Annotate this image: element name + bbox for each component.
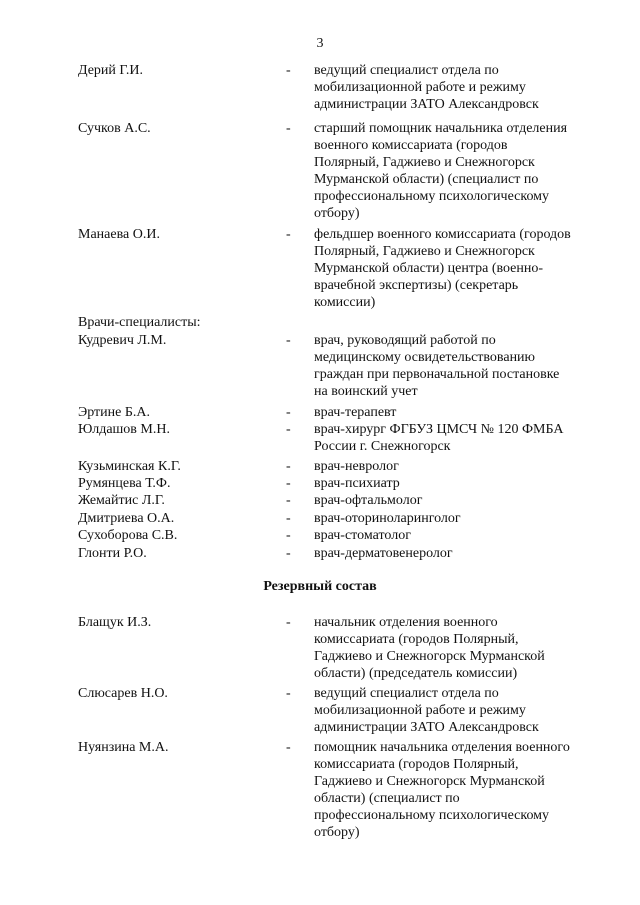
dash-separator: - <box>286 615 291 630</box>
specialist-name: Сухоборова С.В. <box>78 528 178 543</box>
specialist-position: врач-стоматолог <box>314 528 411 543</box>
dash-separator: - <box>286 459 291 474</box>
member-name: Манаева О.И. <box>78 227 160 242</box>
dash-separator: - <box>286 528 291 543</box>
specialist-position: врач-оториноларинголог <box>314 511 461 526</box>
dash-separator: - <box>286 546 291 561</box>
dash-separator: - <box>286 422 291 437</box>
dash-separator: - <box>286 493 291 508</box>
specialists-label: Врачи-специалисты: <box>78 315 201 330</box>
specialist-name: Жемайтис Л.Г. <box>78 493 165 508</box>
specialist-name: Дмитриева О.А. <box>78 511 175 526</box>
reserve-heading: Резервный состав <box>263 579 377 594</box>
specialist-position: врач-хирург ФГБУЗ ЦМСЧ № 120 ФМБА России г. Снежногорск <box>314 422 564 454</box>
member-position: фельдшер военного комиссариата (городов Полярный, Гаджиево и Снежногорск Мурманской области) центра (военно- врачебной экспертизы) (секретарь комиссии) <box>314 227 571 310</box>
specialist-position: врач-невролог <box>314 459 399 474</box>
reserve-member-position: ведущий специалист отдела по мобилизационной работе и режиму администрации ЗАТО Александровск <box>314 686 539 735</box>
member-position: ведущий специалист отдела по мобилизационной работе и режиму администрации ЗАТО Александровск <box>314 63 539 112</box>
member-name: Дерий Г.И. <box>78 63 144 78</box>
member-name: Сучков А.С. <box>78 121 151 136</box>
dash-separator: - <box>286 405 291 420</box>
dash-separator: - <box>286 227 291 242</box>
dash-separator: - <box>286 740 291 755</box>
dash-separator: - <box>286 686 291 701</box>
reserve-member-name: Нуянзина М.А. <box>78 740 169 755</box>
dash-separator: - <box>286 63 291 78</box>
reserve-member-name: Блащук И.З. <box>78 615 152 630</box>
specialist-position: врач, руководящий работой по медицинскому освидетельствованию граждан при первоначальной постановке на воинский учет <box>314 333 560 399</box>
reserve-member-position: начальник отделения военного комиссариата (городов Полярный, Гаджиево и Снежногорск Мурманской области) (председатель комиссии) <box>314 615 545 681</box>
specialist-name: Кудревич Л.М. <box>78 333 167 348</box>
specialist-position: врач-психиатр <box>314 476 400 491</box>
specialist-name: Глонти Р.О. <box>78 546 147 561</box>
dash-separator: - <box>286 333 291 348</box>
dash-separator: - <box>286 476 291 491</box>
specialist-position: врач-офтальмолог <box>314 493 423 508</box>
specialist-position: врач-дерматовенеролог <box>314 546 453 561</box>
dash-separator: - <box>286 511 291 526</box>
member-position: старший помощник начальника отделения военного комиссариата (городов Полярный, Гаджиево и Снежногорск Мурманской области) (специалист по профессиональному психологическому отбору) <box>314 121 568 221</box>
specialist-name: Румянцева Т.Ф. <box>78 476 171 491</box>
reserve-member-name: Слюсарев Н.О. <box>78 686 168 701</box>
specialist-position: врач-терапевт <box>314 405 397 420</box>
page-number: 3 <box>316 36 324 51</box>
specialist-name: Кузьминская К.Г. <box>78 459 181 474</box>
specialist-name: Эртине Б.А. <box>78 405 151 420</box>
specialist-name: Юлдашов М.Н. <box>78 422 170 437</box>
reserve-member-position: помощник начальника отделения военного комиссариата (городов Полярный, Гаджиево и Снежногорск Мурманской области) (специалист по профессиональному психологическому отбору) <box>314 740 570 840</box>
dash-separator: - <box>286 121 291 136</box>
